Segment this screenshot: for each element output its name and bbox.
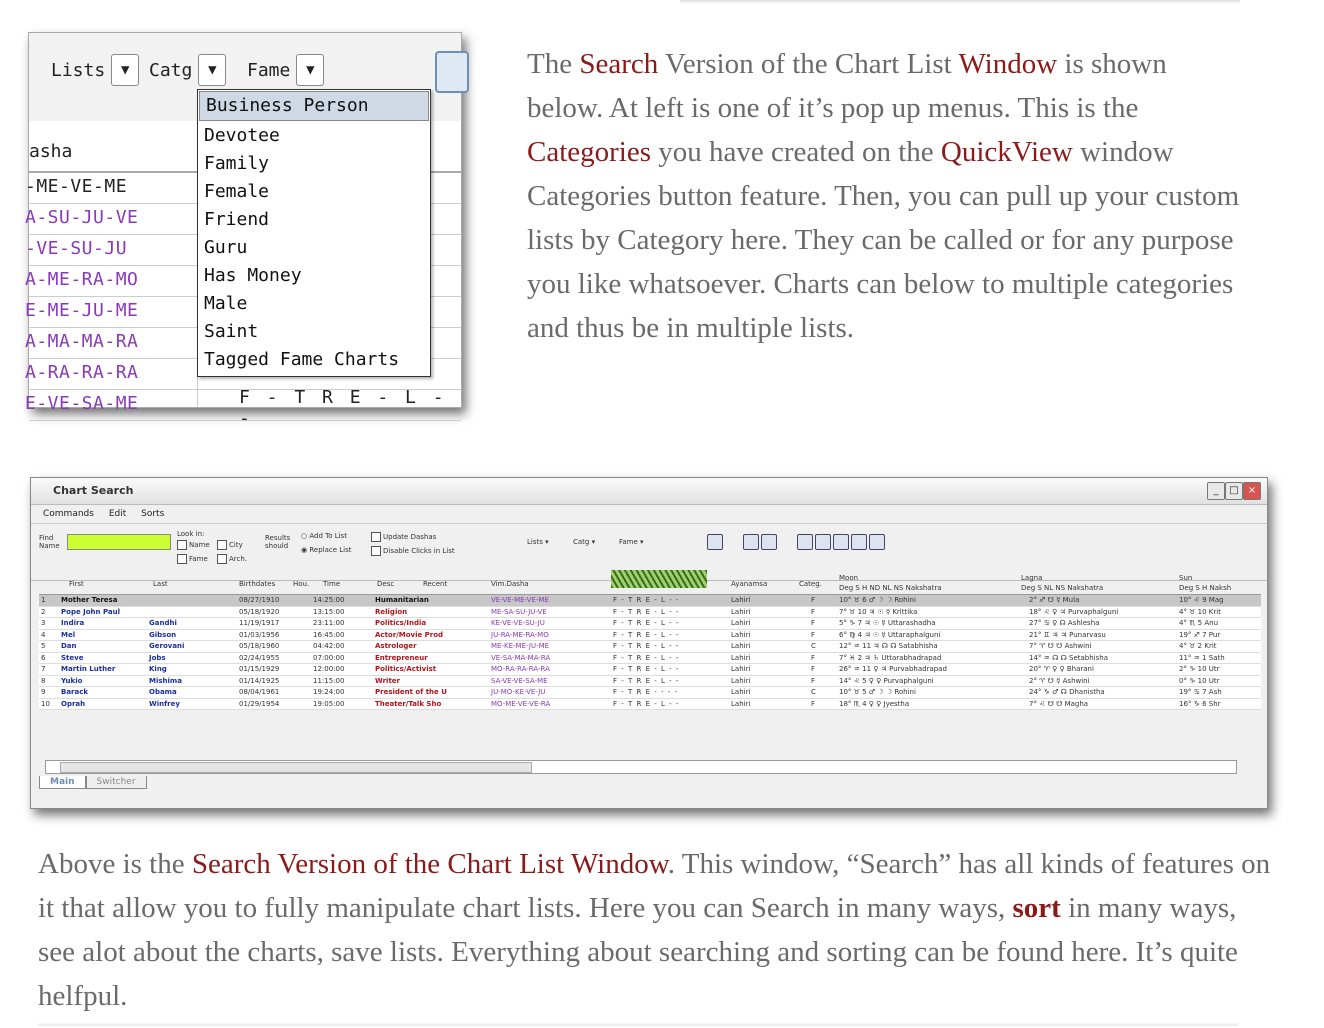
cell-moon: 18° ♏ 4 ♀ ♀ Jyestha — [839, 699, 910, 708]
font-icon[interactable] — [797, 534, 813, 550]
table-row[interactable] — [39, 676, 1261, 688]
tab-main[interactable]: Main — [39, 776, 86, 789]
cell-desc: Astrologer — [375, 642, 417, 650]
results-should-label: Results should — [265, 534, 291, 550]
cell-tre: F - T R E - L - - — [613, 699, 680, 708]
chart-results-table — [39, 574, 1261, 710]
list-item[interactable]: E-VE-SA-ME — [29, 390, 461, 421]
look-fame-checkbox[interactable]: Fame — [177, 554, 208, 564]
lists-combo-small[interactable]: Lists ▾ — [527, 538, 549, 546]
cell-lagna: 7° ♈ ☋ ☋ Ashwini — [1029, 642, 1092, 650]
minimize-icon[interactable]: _ — [1207, 482, 1225, 500]
cell-n: 1 — [41, 596, 46, 604]
look-in-label: Look in: — [177, 530, 205, 538]
chevron-down-icon[interactable]: ▼ — [198, 54, 226, 86]
trash-icon[interactable] — [707, 534, 723, 550]
cell-bd: 11/19/1917 — [239, 619, 280, 627]
chevron-down-icon[interactable]: ▼ — [296, 54, 324, 86]
cell-desc: Actor/Movie Prod — [375, 630, 444, 639]
cell-tm: 19:24:00 — [313, 688, 345, 696]
intro-paragraph: The Search Version of the Chart List Window is shown below. At left is one of it’s pop up menus. This is the Categories you have created on the QuickView window Categories button feature. Then, you can pull up your custom lists by Category here. They can be called or for any purpose you like whatsoever. Charts can below to multiple categories and thus be in multiple lists. — [527, 48, 1240, 344]
bottom-tabs — [39, 776, 147, 792]
cell-sun: 19° ♋ 7 Ash — [1179, 688, 1222, 696]
cell-sun: 19° ♐ 7 Pur — [1179, 630, 1221, 639]
cell-n: 9 — [41, 688, 46, 696]
trash-icon[interactable] — [435, 51, 469, 93]
look-city-checkbox[interactable]: City — [217, 540, 243, 550]
table-row[interactable] — [39, 641, 1261, 653]
cell-bd: 02/24/1955 — [239, 653, 280, 662]
cell-tm: 11:15:00 — [313, 676, 345, 685]
fame-combo-small[interactable]: Fame ▾ — [619, 538, 644, 546]
close-icon[interactable]: × — [1243, 482, 1261, 500]
cell-desc: Politics/Activist — [375, 665, 437, 673]
search-icon[interactable] — [851, 534, 867, 550]
checkbox-icon — [371, 546, 381, 556]
cell-first: Mel — [61, 630, 76, 639]
checkbox-icon — [177, 540, 187, 550]
cell-tre: F - T R E - L - - — [613, 665, 680, 673]
quickview-link[interactable]: QuickView — [940, 136, 1073, 168]
fame-label: Fame — [247, 59, 291, 81]
cell-last: Obama — [149, 688, 177, 696]
cell-moon: 10° ♉ 6 ♂ ☽ ☽ Rohini — [839, 596, 916, 604]
menu-item-male[interactable]: Male — [204, 293, 248, 314]
cell-desc: Entrepreneur — [375, 653, 428, 662]
look-arch-checkbox[interactable]: Arch. — [217, 554, 247, 564]
cell-lagna: 24° ♑ ♂ ☊ Dhanistha — [1029, 688, 1105, 696]
menu-item-female[interactable]: Female — [204, 181, 270, 202]
list-item[interactable]: A-RA-RA-RA — [29, 359, 461, 390]
cell-ay: Lahiri — [731, 607, 751, 616]
cell-tm: 14:25:00 — [313, 596, 345, 604]
cell-dasha: JU-RA-ME-RA-MO — [491, 630, 549, 639]
table-row[interactable] — [39, 607, 1261, 619]
list-item[interactable]: A-ME-RA-MO — [29, 266, 461, 297]
cell-sun: 4° ♉ 2 Krit — [1179, 642, 1217, 650]
cell-lagna: 21° ♊ ♃ ♃ Punarvasu — [1029, 630, 1106, 639]
cell-dasha: VE-VE-ME-VE-ME — [491, 596, 549, 604]
cell-n: 4 — [41, 630, 46, 639]
cell-sun: 11° ♒ 1 Sath — [1179, 653, 1225, 662]
scrollbar-thumb[interactable] — [60, 762, 532, 773]
cell-moon: 26° ♒ 11 ♀ ♃ Purvabhadrapad — [839, 665, 947, 673]
catg-combo[interactable] — [149, 53, 226, 87]
look-name-checkbox[interactable]: Name — [177, 540, 210, 550]
table-row[interactable] — [39, 595, 1261, 607]
table-row[interactable] — [39, 664, 1261, 676]
cell-cat: F — [811, 630, 816, 639]
dasha-header-label: asha — [29, 141, 73, 162]
cell-ay: Lahiri — [731, 630, 751, 639]
cell-sun: 0° ♑ 10 Utr — [1179, 676, 1220, 685]
cell-last: Jobs — [149, 653, 166, 662]
cell-bd: 01/03/1956 — [239, 630, 280, 639]
menu-item-friend[interactable]: Friend — [204, 209, 270, 230]
window-titlebar — [31, 478, 1267, 505]
checkbox-icon — [217, 554, 227, 564]
table-row[interactable] — [39, 653, 1261, 665]
cell-first: Indira — [61, 619, 85, 627]
cell-n: 8 — [41, 676, 46, 685]
cell-n: 2 — [41, 607, 46, 616]
cell-tm: 19:05:00 — [313, 699, 345, 708]
category-dropdown-menu[interactable] — [197, 89, 431, 377]
cell-tre: F - T R E - L - - — [613, 596, 680, 604]
add-to-list-radio[interactable]: ○ Add To List — [301, 532, 347, 540]
cell-cat: C — [811, 642, 816, 650]
cell-dasha: ME-SA-SU-JU-VE — [491, 607, 547, 616]
cell-first: Oprah — [61, 699, 86, 708]
cell-first: Mother Teresa — [61, 596, 118, 604]
cell-desc: Religion — [375, 607, 408, 616]
cell-n: 5 — [41, 642, 46, 650]
cell-n: 3 — [41, 619, 46, 627]
list-item[interactable]: A-MA-MA-RA — [29, 328, 461, 359]
cell-sun: 16° ♑ 6 Shr — [1179, 699, 1221, 708]
cell-bd: 01/15/1929 — [239, 665, 280, 673]
cell-tm: 04:42:00 — [313, 642, 345, 650]
cell-tre: F - T R E - L - - — [613, 619, 680, 627]
cell-lagna: 18° ♌ ♀ ♃ Purvaphalguni — [1029, 607, 1119, 616]
cell-last: Winfrey — [149, 699, 180, 708]
cell-ay: Lahiri — [731, 653, 751, 662]
chart-search-window-screenshot — [30, 477, 1268, 809]
cell-dasha: VE-SA-MA-MA-RA — [491, 653, 551, 662]
cell-tre: F - T R E - - - - — [613, 688, 679, 696]
categories-popup-screenshot — [25, 32, 462, 429]
menu-item-tagged-fame-charts[interactable]: Tagged Fame Charts — [204, 349, 400, 370]
cell-dasha: MO-ME-VE-VE-RA — [491, 699, 551, 708]
menu-sorts[interactable]: Sorts — [141, 509, 165, 519]
cell-last: King — [149, 665, 167, 673]
cell-desc: Theater/Talk Sho — [375, 699, 442, 708]
cell-n: 10 — [41, 699, 50, 708]
table-row[interactable] — [39, 687, 1261, 699]
menubar — [31, 505, 1267, 524]
table-row[interactable] — [39, 618, 1261, 630]
cell-last: Mishima — [149, 676, 182, 685]
cell-first: Dan — [61, 642, 77, 650]
chevron-down-icon[interactable]: ▼ — [111, 54, 139, 86]
cell-n: 6 — [41, 653, 46, 662]
cell-moon: 7° ♓ 2 ♃ ♄ Uttarabhadrapad — [839, 653, 942, 662]
cell-sun: 2° ♑ 10 Utr — [1179, 665, 1220, 673]
update-dashas-checkbox[interactable]: Update Dashas — [371, 532, 436, 542]
cell-desc: Humanitarian — [375, 596, 429, 604]
cell-moon: 7° ♉ 10 ♃ ☉ ☿ Krittika — [839, 607, 918, 616]
cell-tre: F - T R E - L - - — [613, 630, 680, 639]
cell-first: Steve — [61, 653, 84, 662]
menu-item-has-money[interactable]: Has Money — [204, 265, 302, 286]
cell-desc: President of the U — [375, 688, 447, 696]
cell-cat: F — [811, 653, 816, 662]
save-icon[interactable] — [761, 534, 777, 550]
cell-first: Pope John Paul — [61, 607, 121, 616]
cell-desc: Writer — [375, 676, 400, 685]
cell-lagna: 20° ♈ ♀ ♀ Bharani — [1029, 665, 1094, 673]
table-row[interactable] — [39, 630, 1261, 642]
list-item[interactable]: -VE-SU-JU — [29, 235, 461, 266]
checkbox-icon — [371, 532, 381, 542]
cell-ay: Lahiri — [731, 619, 751, 627]
cell-ay: Lahiri — [731, 688, 751, 696]
cell-tre: F - T R E - L - - — [613, 642, 680, 650]
cell-cat: F — [811, 699, 816, 708]
cell-last: Gandhi — [149, 619, 177, 627]
cell-bd: 05/18/1960 — [239, 642, 280, 650]
horizontal-scrollbar[interactable] — [45, 760, 1237, 774]
cell-ay: Lahiri — [731, 642, 751, 650]
menu-item-family[interactable]: Family — [204, 153, 270, 174]
lists-label: Lists — [51, 59, 106, 81]
contrast-icon[interactable] — [815, 534, 831, 550]
cell-bd: 08/27/1910 — [239, 596, 280, 604]
lists-combo[interactable] — [51, 53, 139, 87]
list-item[interactable]: E-ME-JU-ME — [29, 297, 461, 328]
cell-cat: C — [811, 688, 816, 696]
cell-first: Barack — [61, 688, 89, 696]
catg-combo-small[interactable]: Catg ▾ — [573, 538, 596, 546]
cell-ay: Lahiri — [731, 699, 751, 708]
cell-bd: 01/14/1925 — [239, 676, 280, 685]
description-paragraph: Above is the Search Version of the Chart List Window. This window, “Search” has all kinds of features on it that allow you to fully manipulate chart lists. Here you can Search in many ways, sort in many ways, see alot about the charts, save lists. Everything about searching and sorting can be found here. It’s quite helfpul. — [38, 848, 1271, 1012]
cell-tm: 23:11:00 — [313, 619, 345, 627]
list-item[interactable]: -ME-VE-ME — [29, 173, 461, 204]
cell-ay: Lahiri — [731, 676, 751, 685]
cell-tre: F - T R E - L - - — [613, 676, 680, 685]
cell-sun: 4° ♏ 5 Anu — [1179, 619, 1219, 627]
menu-item-saint[interactable]: Saint — [204, 321, 259, 342]
replace-list-radio[interactable]: ◉ Replace List — [301, 546, 352, 554]
bottom-divider — [38, 1022, 1238, 1026]
cell-tre: F - T R E - L - - — [613, 653, 680, 662]
window-title: Chart Search — [53, 484, 134, 497]
cell-dasha: MO-RA-RA-RA-RA — [491, 665, 550, 673]
menu-item-business-person[interactable]: Business Person — [199, 91, 429, 121]
catg-label: Catg — [149, 59, 193, 81]
table-body — [39, 595, 1261, 710]
checkbox-icon — [177, 554, 187, 564]
list-item[interactable]: A-SU-JU-VE — [29, 204, 461, 235]
cell-last: Gibson — [149, 630, 177, 639]
top-divider — [680, 0, 1240, 4]
cell-cat: F — [811, 596, 816, 604]
cell-tm: 16:45:00 — [313, 630, 345, 639]
cell-lagna: 2° ♐ ☋ ☿ Mula — [1029, 596, 1080, 604]
cell-bd: 01/29/1954 — [239, 699, 280, 708]
cell-ay: Lahiri — [731, 665, 751, 673]
cell-bd: 05/18/1920 — [239, 607, 280, 616]
cell-dasha: JU-MO-KE-VE-JU — [491, 688, 546, 696]
cell-cat: F — [811, 619, 816, 627]
cell-tm: 07:00:00 — [313, 653, 345, 662]
cell-lagna: 14° ♒ ☊ ☊ Setabhisha — [1029, 653, 1108, 662]
cell-moon: 14° ♌ 5 ♀ ♀ Purvaphalguni — [839, 676, 934, 685]
cell-lagna: 2° ♈ ☋ ☿ Ashwini — [1029, 676, 1090, 685]
cell-dasha: ME-KE-ME-JU-ME — [491, 642, 550, 650]
cell-moon: 5° ♑ 7 ♃ ☉ ☿ Uttarashadha — [839, 619, 936, 627]
search-version-link[interactable]: Search Version of the Chart List Window — [191, 848, 668, 880]
fame-combo[interactable] — [247, 53, 324, 87]
cell-cat: F — [811, 607, 816, 616]
cell-cat: F — [811, 665, 816, 673]
cell-moon: 12° ♒ 11 ♃ ☊ ☊ Satabhisha — [839, 642, 938, 650]
cell-moon: 6° ♍ 4 ♃ ☉ ☿ Uttaraphalguni — [839, 630, 941, 639]
cell-tm: 13:15:00 — [313, 607, 345, 616]
find-name-label: Find Name — [39, 534, 60, 550]
cell-lagna: 7° ♌ ☋ ☋ Magha — [1029, 699, 1089, 708]
find-name-input[interactable] — [67, 534, 171, 550]
menu-item-guru[interactable]: Guru — [204, 237, 248, 258]
maximize-icon[interactable]: □ — [1225, 482, 1243, 500]
cell-moon: 10° ♉ 5 ♂ ☽ ☽ Rohini — [839, 688, 916, 696]
menu-commands[interactable]: Commands — [43, 509, 94, 519]
cell-ay: Lahiri — [731, 596, 751, 604]
search-link[interactable]: Search — [579, 48, 659, 80]
cell-sun: 4° ♉ 10 Krit — [1179, 607, 1221, 616]
color-icon[interactable] — [833, 534, 849, 550]
cell-first: Yukio — [61, 676, 83, 685]
checkbox-icon — [217, 540, 227, 550]
tre-text: F - T R E - L - - — [239, 387, 447, 429]
print-icon[interactable] — [743, 534, 759, 550]
cell-first: Martin Luther — [61, 665, 116, 673]
table-header: First Last Birthdates Hou. Time Desc Recent Vim.Dasha Ayanamsa Categ. Moon Deg S H ND NL NS Nakshatra Lagna Deg S NL NS Nakshatra Sun Deg S H Naksh — [39, 574, 1261, 595]
cell-bd: 08/04/1961 — [239, 688, 280, 696]
menu-edit[interactable]: Edit — [108, 509, 127, 519]
sort-link[interactable]: sort — [1012, 892, 1061, 924]
cell-dasha: KE-VE-VE-SU-JU — [491, 619, 545, 627]
cell-sun: 10° ♌ 9 Mag — [1179, 596, 1224, 604]
cell-desc: Politics/India — [375, 619, 427, 627]
tab-switcher[interactable]: Switcher — [86, 776, 147, 789]
cell-tre: F - T R E - L - - — [613, 607, 680, 616]
disable-clicks-checkbox[interactable]: Disable Clicks in List — [371, 546, 455, 556]
cell-n: 7 — [41, 665, 46, 673]
cell-cat: F — [811, 676, 816, 685]
table-row[interactable] — [39, 699, 1261, 711]
categories-link[interactable]: Categories — [527, 136, 652, 168]
cell-dasha: SA-VE-VE-SA-ME — [491, 676, 548, 685]
flag-icon[interactable] — [869, 534, 885, 550]
menu-item-devotee[interactable]: Devotee — [204, 125, 280, 146]
window-link[interactable]: Window — [958, 48, 1058, 80]
cell-lagna: 27° ♋ ♀ ☊ Ashlesha — [1029, 619, 1100, 627]
cell-last: Gerovani — [149, 642, 185, 650]
cell-tm: 12:00:00 — [313, 665, 345, 673]
